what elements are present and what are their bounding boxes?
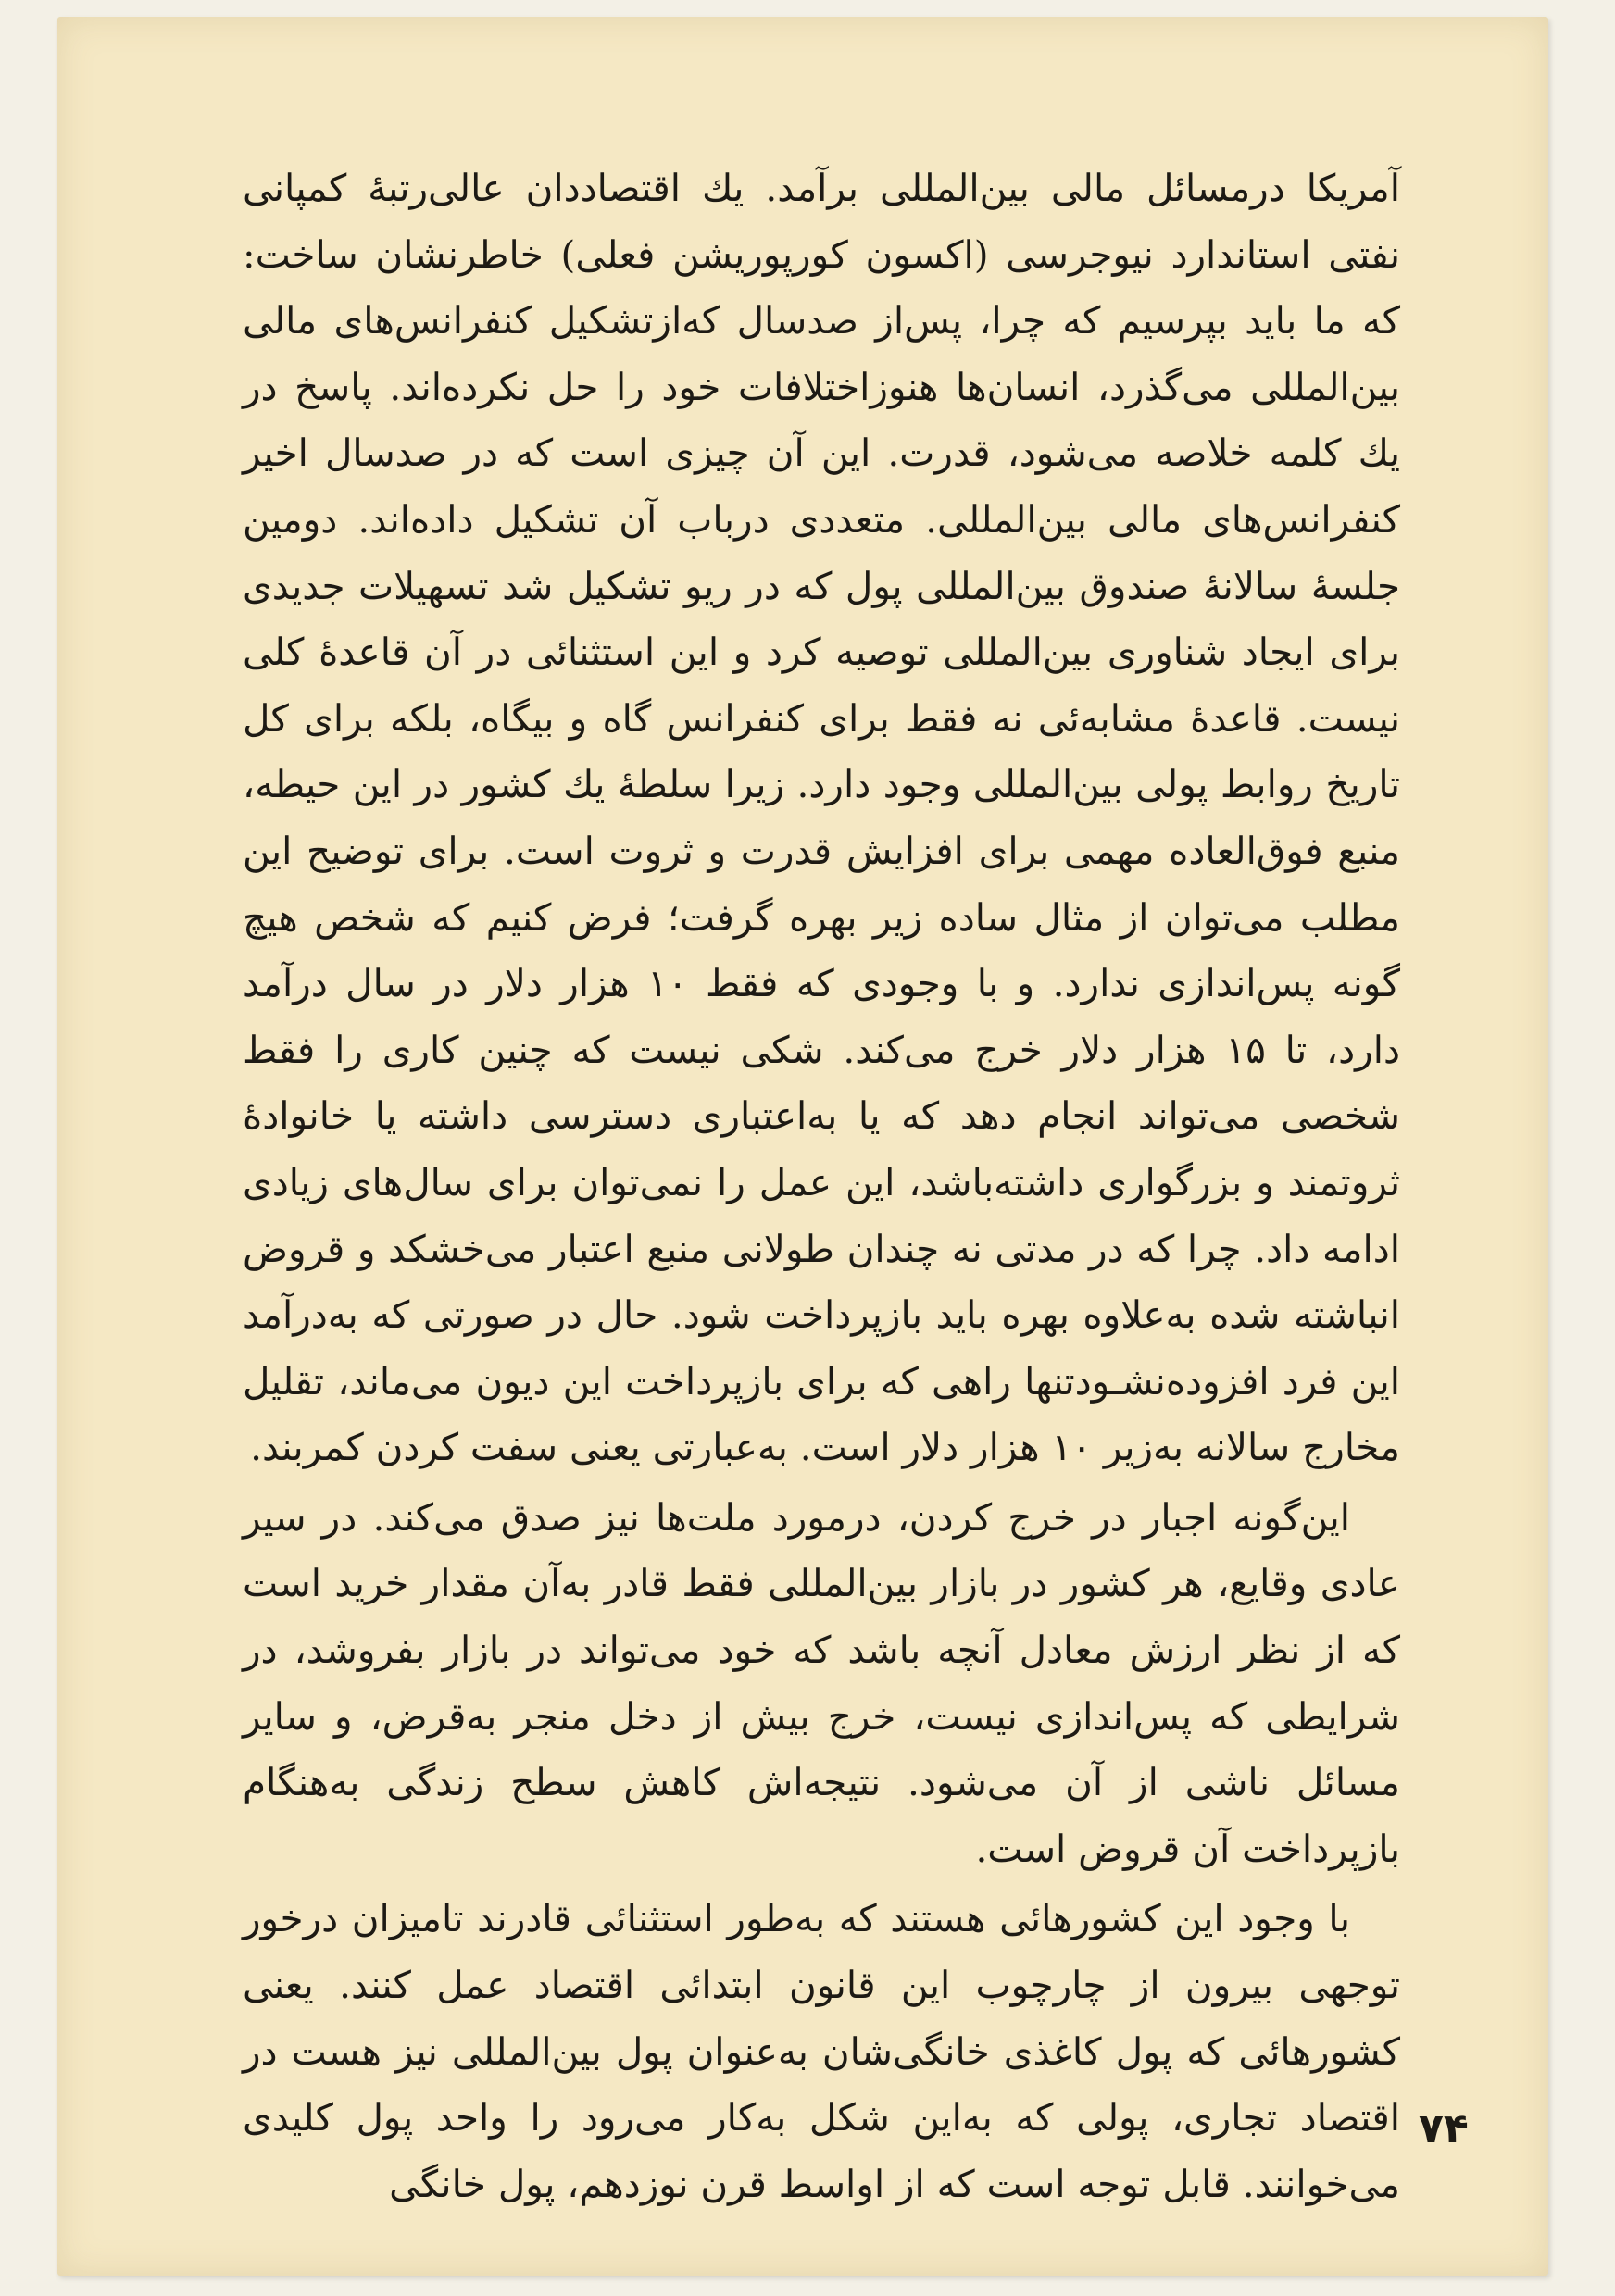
body-text: [243, 156, 1400, 2217]
paragraph-2: این‌گونه اجبار در خرج کردن، درمورد ملت‌ها نیز صدق می‌کند. در سیر عادی وقایع، هر کشور در بازار بین‌المللی فقط قادر به‌آن مقدار خرید است که از نظر ارزش معادل آنچه باشد که خود می‌تواند در بازار بفروشد، در شرایطی که پس‌اندازی نیست، خرج بیش از دخل منجر به‌قرض، و سایر مسائل ناشی از آن می‌شود. نتیجه‌اش کاهش سطح زندگی به‌هنگام بازپرداخت آن قروض است.: [243, 1494, 1400, 1871]
page-number: ۷۴: [1419, 2105, 1469, 2152]
paragraph-3: با وجود این کشورهائی هستند که به‌طور استثنائی قادرند تامیزان درخور توجهی بیرون از چارچوب این قانون ابتدائی اقتصاد عمل کنند. یعنی کشورهائی که پول کاغذی خانگی‌شان به‌عنوان پول بین‌المللی نیز هست در اقتصاد تجاری، پولی که به‌این شکل به‌کار می‌رود را واحد پول کلیدی می‌خوانند. قابل توجه است که از اواسط قرن نوزدهم، پول خانگی: [243, 1896, 1400, 2206]
book-page: [57, 17, 1548, 2276]
paragraph-1: آمریکا درمسائل مالی بین‌المللی برآمد. یك اقتصاددان عالی‌رتبهٔ کمپانی نفتی استاندارد نیوجرسی (اکسون کورپوریشن فعلی) خاطرنشان ساخت: که ما باید بپرسیم که چرا، پس‌از صدسال که‌ازتشکیل کنفرانس‌های مالی بین‌المللی می‌گذرد، انسان‌ها هنوزاختلافات خود را حل نکرده‌اند. پاسخ در یك کلمه خلاصه می‌شود، قدرت. این آن چیزی است که در صدسال اخیر کنفرانس‌های مالی بین‌المللی. متعددی درباب آن تشکیل داده‌اند. دومین جلسهٔ سالانهٔ صندوق بین‌المللی پول که در ریو تشکیل شد تسهیلات جدیدی برای ایجاد شناوری بین‌المللی توصیه کرد و این استثنائی در آن قاعدهٔ کلی نیست. قاعدهٔ مشابه‌ئی نه فقط برای کنفرانس گاه و بیگاه، بلکه برای کل تاریخ روابط پولی بین‌المللی وجود دارد. زیرا سلطهٔ یك کشور در این حیطه، منبع فوق‌العاده مهمی برای افزایش قدرت و ثروت است. برای توضیح این مطلب می‌توان از مثال ساده زیر بهره گرفت؛ فرض کنیم که شخص هیچ گونه پس‌اندازی ندارد. و با وجودی که فقط ۱۰ هزار دلار در سال درآمد دارد، تا ۱۵ هزار دلار خرج می‌کند. شکی نیست که چنین کاری را فقط شخصی می‌تواند انجام دهد که یا به‌اعتباری دسترسی داشته یا خانوادهٔ ثروتمند و بزرگواری داشته‌باشد، این عمل را نمی‌توان برای سال‌های زیادی ادامه داد. چرا که در مدتی نه چندان طولانی منبع اعتبار می‌خشکد و قروض انباشته شده به‌علاوه بهره باید بازپرداخت شود. حال در صورتی که به‌درآمد این فرد افزوده‌نشـودتنها راهی که برای بازپرداخت این دیون می‌ماند، تقلیل مخارج سالانه به‌زیر ۱۰ هزار دلار است. به‌عبارتی یعنی سفت کردن کمربند.: [243, 166, 1401, 1470]
